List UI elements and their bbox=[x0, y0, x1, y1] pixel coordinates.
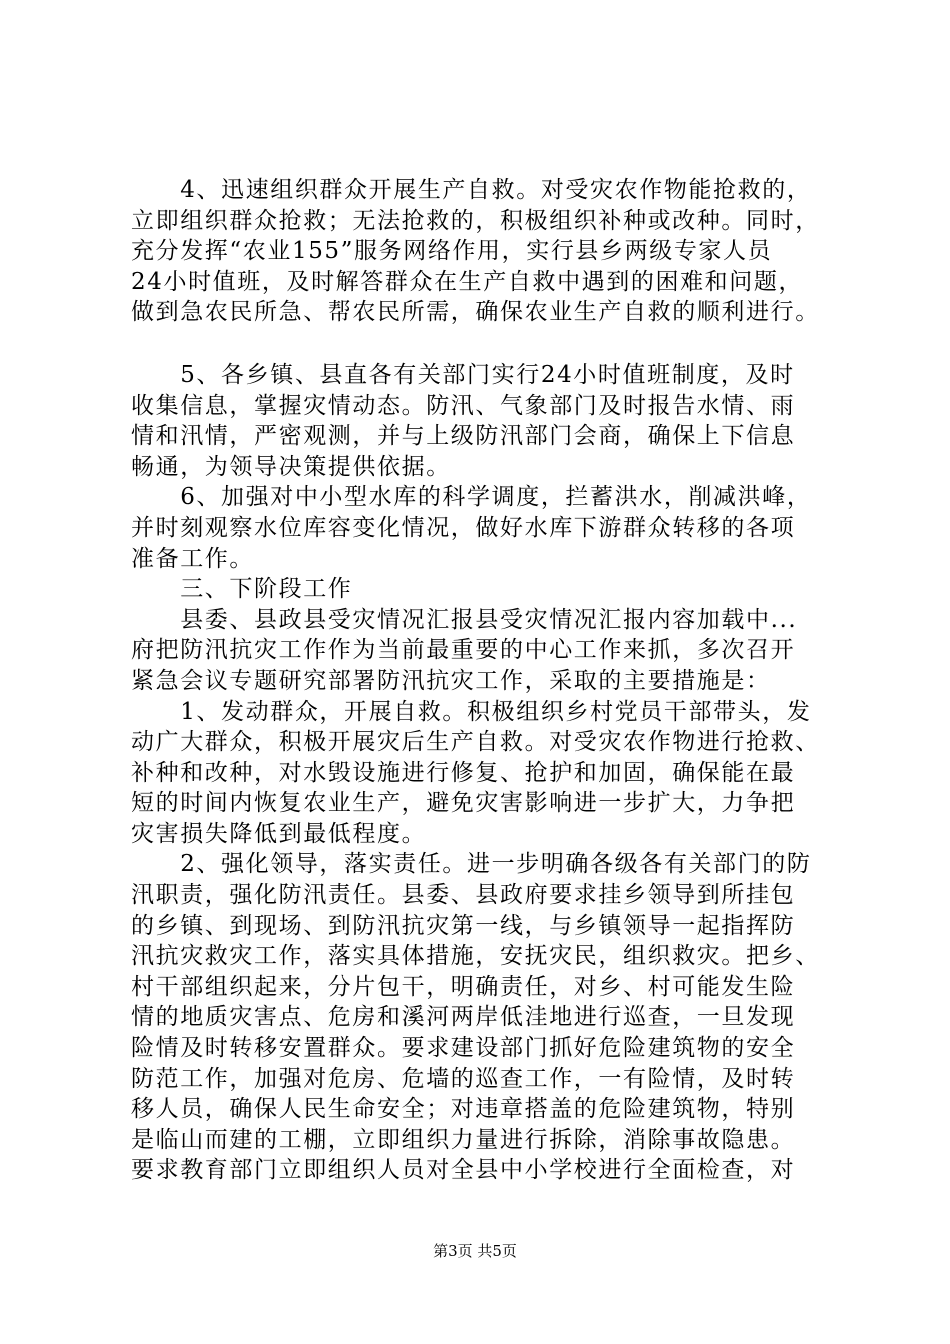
text-line: 1、发动群众，开展自救。积极组织乡村党员干部带头，发 bbox=[131, 698, 812, 725]
page-footer bbox=[0, 1240, 950, 1261]
text-line: 移人员，确保人民生命安全；对违章搭盖的危险建筑物，特别 bbox=[131, 1096, 796, 1123]
paragraph bbox=[131, 482, 831, 574]
text-line: 县委、县政县受灾情况汇报县受灾情况汇报内容加载中... bbox=[131, 606, 798, 633]
paragraph-gap bbox=[131, 328, 831, 360]
paragraph bbox=[131, 360, 831, 482]
text-line: 6、加强对中小型水库的科学调度，拦蓄洪水，削减洪峰， bbox=[131, 484, 812, 511]
text-line: 是临山而建的工棚，立即组织力量进行拆除，消除事故隐患。 bbox=[131, 1126, 796, 1153]
text-line: 24小时值班，及时解答群众在生产自救中遇到的困难和问题， bbox=[131, 268, 804, 295]
text-line: 并时刻观察水位库容变化情况，做好水库下游群众转移的各项 bbox=[131, 514, 796, 541]
text-line: 情的地质灾害点、危房和溪河两岸低洼地进行巡查，一旦发现 bbox=[131, 1004, 796, 1031]
document-body bbox=[131, 175, 831, 1186]
text-line: 防范工作，加强对危房、危墙的巡查工作，一有险情，及时转 bbox=[131, 1065, 796, 1092]
text-line: 2、强化领导，落实责任。进一步明确各级各有关部门的防 bbox=[131, 851, 812, 878]
text-line: 准备工作。 bbox=[131, 545, 254, 572]
text-line: 补种和改种，对水毁设施进行修复、抢护和加固，确保能在最 bbox=[131, 759, 796, 786]
text-line: 畅通，为领导决策提供依据。 bbox=[131, 453, 451, 480]
text-line: 汛职责，强化防汛责任。县委、县政府要求挂乡领导到所挂包 bbox=[131, 882, 796, 909]
text-line: 5、各乡镇、县直各有关部门实行24小时值班制度，及时 bbox=[131, 361, 795, 388]
text-line: 4、迅速组织群众开展生产自救。对受灾农作物能抢救的， bbox=[131, 177, 812, 203]
text-line: 三、下阶段工作 bbox=[131, 576, 353, 603]
text-line: 要求教育部门立即组织人员对全县中小学校进行全面检查，对 bbox=[131, 1157, 796, 1184]
text-line: 府把防汛抗灾工作作为当前最重要的中心工作来抓，多次召开 bbox=[131, 637, 796, 664]
text-line: 短的时间内恢复农业生产，避免灾害影响进一步扩大，力争把 bbox=[131, 790, 796, 817]
text-line: 立即组织群众抢救；无法抢救的，积极组织补种或改种。同时， bbox=[131, 207, 820, 234]
page-number: 第3页 共5页 bbox=[433, 1242, 517, 1260]
text-line: 动广大群众，积极开展灾后生产自救。对受灾农作物进行抢救、 bbox=[131, 729, 820, 756]
text-line: 村干部组织起来，分片包干，明确责任，对乡、村可能发生险 bbox=[131, 973, 796, 1000]
text-line: 紧急会议专题研究部署防汛抗灾工作，采取的主要措施是： bbox=[131, 667, 771, 694]
text-line: 收集信息，掌握灾情动态。防汛、气象部门及时报告水情、雨 bbox=[131, 392, 796, 419]
paragraph bbox=[131, 175, 831, 328]
paragraph bbox=[131, 849, 831, 1186]
text-line: 充分发挥“农业155”服务网络作用，实行县乡两级专家人员 bbox=[131, 238, 773, 265]
paragraph bbox=[131, 574, 831, 605]
text-line: 汛抗灾救灾工作，落实具体措施，安抚灾民，组织救灾。把乡、 bbox=[131, 943, 820, 970]
paragraph bbox=[131, 605, 831, 697]
text-line: 灾害损失降低到最低程度。 bbox=[131, 820, 427, 847]
text-line: 的乡镇、到现场、到防汛抗灾第一线，与乡镇领导一起指挥防 bbox=[131, 912, 796, 939]
paragraph bbox=[131, 697, 831, 850]
text-line: 情和汛情，严密观测，并与上级防汛部门会商，确保上下信息 bbox=[131, 423, 796, 450]
text-line: 险情及时转移安置群众。要求建设部门抓好危险建筑物的安全 bbox=[131, 1035, 796, 1062]
text-line: 做到急农民所急、帮农民所需，确保农业生产自救的顺利进行。 bbox=[131, 299, 820, 326]
